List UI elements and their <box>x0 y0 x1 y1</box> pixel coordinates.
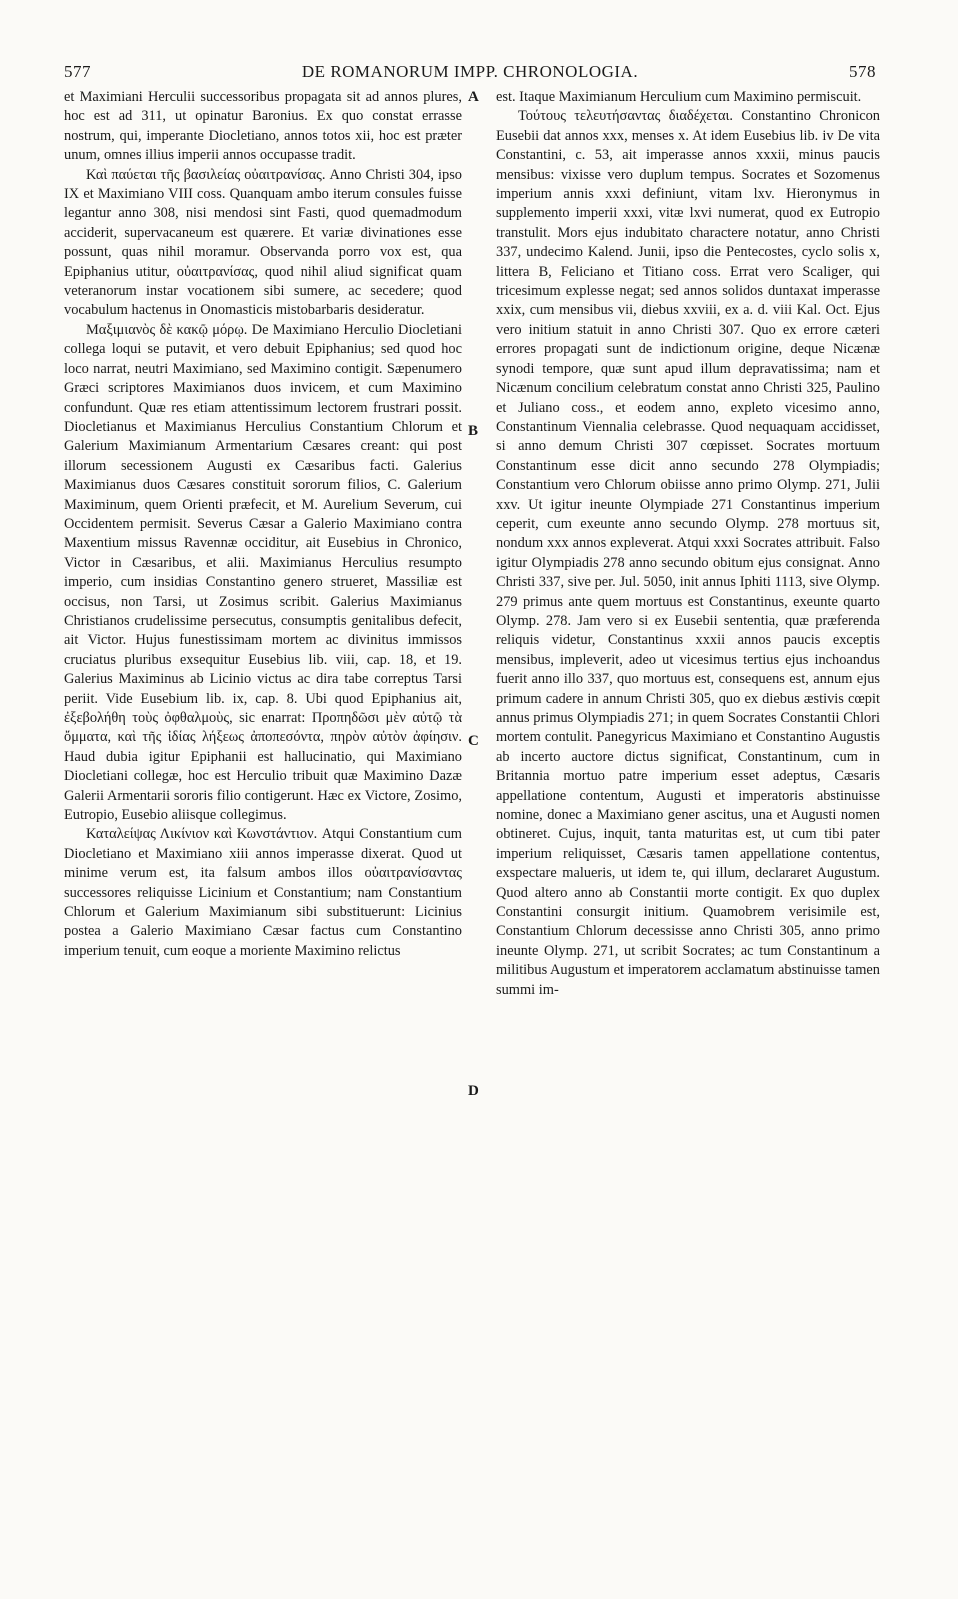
margin-marker-c: C <box>468 733 479 749</box>
right-paragraph: Τούτους τελευτήσαντας διαδέχεται. Constantino Chronicon Eusebii dat annos xxx, menses x. At idem Eusebius lib. iv De vita Constantini, c. 53, ait imperasse annos xxxii, minus paucis mensibus: vixisse vero duplum tempus. Socrates et Sozomenus imperium annis xxxi definiunt, vitam lxv. Hieronymus in supplemento imperii xxxi, vitæ lxvi numerat, quod ex Eutropio transtulit. Mors ejus indubitato charactere notatur, anno Christi 337, undecimo Kalend. Junii, ipso die Pentecostes, cyclo solis x, littera B, Feliciano et Titiano coss. Errat vero Scaliger, qui tricesimum explesse negat; sed annos solidos duntaxat imperasse xxix, cum mensibus vii, diebus xxviii, ex a. d. viii Kal. Oct. Ejus vero initium statuit in anno Christi 307. Quo ex errore cæteri errores propagati sunt de indictionum origine, deque Nicænæ synodi tempore, quæ sunt apud illum depravatissima; nam et Nicænum concilium celebratum constat anno Christi 325, Paulino et Juliano coss., et eodem anno, expleto vicesimo anno, Constantinum Viennalia celebrasse. Quod nequaquam accidisset, si anno demum Christi 307 cœpisset. Socrates mortuum Constantinum esse dicit anno secundo 278 Olympiadis; Constantium vero Chlorum obiisse anno primo Olymp. 271, Julii xxv. Ut igitur ineunte Olympiade 271 Constantinus imperium ceperit, cum exeunte anno secundo Olymp. 278 mortuus sit, nondum xxx annos expleverat. Atqui xxxi Socrates attribuit. Falso igitur Olympiadis 278 anno secundo obitum ejus consignat. Anno Christi 337, sive per. Jul. 5050, init annus Iphiti 1113, sive Olymp. 279 primus ante quem mortuus est Constantinus, exeunte quarto Olymp. 278. Jam vero si ex Eusebii sententia, quæ præferenda reliquis videtur, Constantinus xxxii annos paucis exceptis mensibus, impleverit, adeo ut vicesimus tertius ejus inchoandus fuerit anno illo 337, quo mortuus est, consequens est, annum ejus primum cadere in annum Christi 305, quo ex diebus æstivis cœpit annus primus Olympiadis 271; in quem Socrates Constantii Chlori mortem contulit. Panegyricus Maximiano et Constantino Augustis ab incerto auctore dictus significat, Constantinum, cum in Britannia mortuo patre imperium esset adeptus, Cæsaris appellatione contentum, Augusti et imperatoris abstinuisse nomine, donec a Maximiano gener ascitus, una et Augusti nomen obtineret. Cujus, inquit, tanta maturitas est, ut cum tibi pater imperium reliquisset, Cæsaris tamen appellatione contentus, exspectare malueris, ut idem te, qui illum, declararet Augustum. Quod altero anno ab Constantii morte contigit. Ex quo duplex Constantini consurgit initium. Quamobrem verisimile est, Constantium Chlorum decessisse anno Christi 305, anno primo ineunte Olymp. 271, ut scribit Socrates; ac tum Constantinum a militibus Augustum et imperatorem acclamatum abstinuisse tamen summi im- <box>496 108 880 998</box>
margin-marker-d: D <box>468 1083 479 1099</box>
running-header <box>64 62 876 86</box>
page-number-left: 577 <box>64 62 91 81</box>
page-number-right: 578 <box>848 62 876 81</box>
left-paragraph: Καταλείψας Λικίνιον καὶ Κωνστάντιον. Atqui Constantium cum Diocletiano et Maximiano xiii annos imperasse dixerat. Quod ut minime verum est, ita falsum ambos illos οὐαιτρανίσαντας successores reliquisse Licinium et Constantium; nam Constantium Chlorum et Galerium Maximianum sibi substituerunt: Licinius postea a Galerio Maximiano Cæsar factus cum Constantino imperium tenuit, cum eoque a moriente Maximino relictus <box>64 826 462 959</box>
left-paragraph: Μαξιμιανὸς δὲ κακῷ μόρῳ. De Maximiano Herculio Diocletiani collega loqui se putavit, et vero debuit Epiphanius; sed quod hoc loco narrat, neutri Maximiano, sed Maximino contigit. Sæpenumero Græci scriptores Maximianos duos invicem, et cum Maximino confundunt. Quæ res etiam attentissimum lectorem frustrari possit. Diocletianus et Maximianus Herculius Constantium Chlorum et Galerium Maximianum Armentarium Cæsares creant: qui post illorum secessionem Augusti ex Cæsaribus facti. Galerius Maximianus duos Cæsares constituit sororum filios, C. Galerium Maximinum, quem Orienti præfecit, et M. Aurelium Severum, cui Occidentem permisit. Severus Cæsar a Galerio Maximiano contra Maxentium missus Ravennæ occiditur, ait Eusebius in Chronico, Victor in Cæsaribus, et alii. Maximianus Herculius resumpto imperio, cum insidias Constantino genero strueret, Massiliæ est occisus, non Tarsi, ut Zosimus scribit. Galerius Maximianus Christianos crudelissime persecutus, consumptis genitalibus defecit, ait Victor. Hujus funestissimam mortem ac divinitus immissos cruciatus pluribus exsequitur Eusebius lib. viii, cap. 18, et 19. Galerius Maximinus ab Licinio victus ac dira tabe correptus Tarsi periit. Vide Eusebium lib. ix, cap. 8. Ubi quod Epiphanius ait, ἐξεβολήθη τοὺς ὀφθαλμοὺς, sic enarrat: Προπηδῶσι μὲν αὐτῷ τὰ ὄμματα, καὶ τῆς ἰδίας λήξεως ἀποπεσόντα, πηρὸν αὐτὸν ἀφίησιν. Haud dubia igitur Epiphanii est hallucinatio, qui Maximiano Diocletiani collegæ, hoc est Herculio tribuit quæ Maximino Dazæ Galerii Armentarii sororis filio contigerunt. Hæc ex Victore, Zosimo, Eutropio, Eusebio aliisque collegimus. <box>64 321 462 824</box>
margin-marker-a: A <box>468 89 479 105</box>
left-paragraph: et Maximiani Herculii successoribus propagata sit ad annos plures, hoc est ad 311, ut opinatur Baronius. Ex quo constat errasse nostrum, qui, imperante Diocletiano, annos totos xii, hoc est præter unum, omnes illius imperii annos occupasse tradit. <box>64 89 462 164</box>
left-paragraph: Καὶ παύεται τῆς βασιλείας οὐαιτρανίσας. Anno Christi 304, ipso IX et Maximiano VIII coss. Quanquam ambo iterum consules fuisse legantur anno 308, nisi mendosi sint Fasti, quod quemadmodum acciderit, supervacaneum est quærere. Et variæ divinationes esse possunt, quas nihil moramur. Observanda porro vox est, qua Epiphanius utitur, οὐαιτρανίσας, quod nihil aliud significat quam veteranorum instar vocationem sibi sumere, ac secedere; quod vocabulum hactenus in Onomasticis mistobarbaris desideratur. <box>64 166 462 319</box>
margin-marker-b: B <box>468 423 479 439</box>
right-paragraph: est. Itaque Maximianum Herculium cum Maximino permiscuit. <box>496 89 862 105</box>
running-title: DE ROMANORUM IMPP. CHRONOLOGIA. <box>301 62 639 81</box>
left-column <box>64 88 462 961</box>
right-column <box>496 88 880 1000</box>
